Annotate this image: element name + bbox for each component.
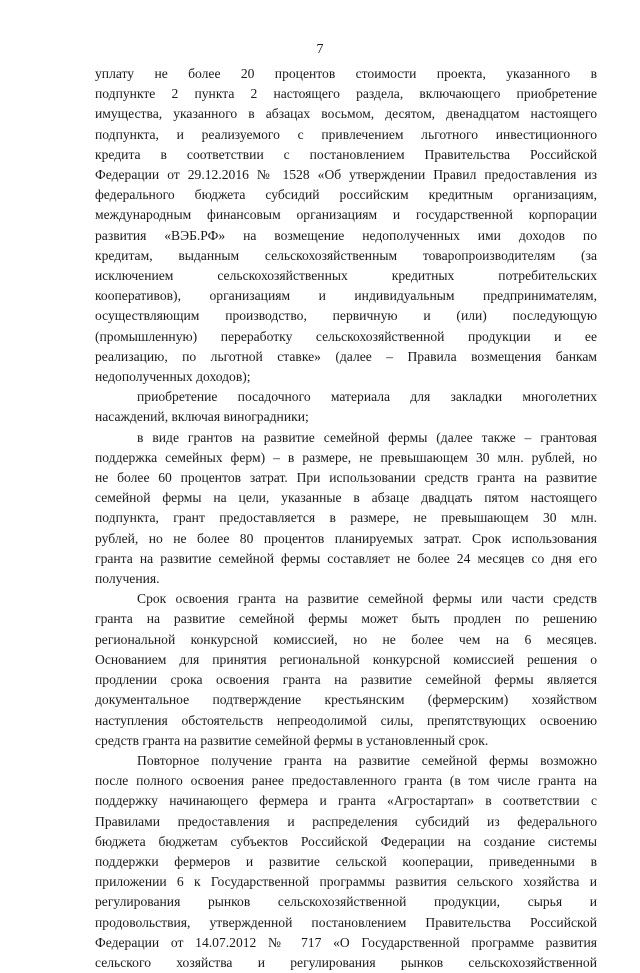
text-line: приобретение посадочного материала для закладки многолетних [137, 389, 597, 405]
text-line: гранта на развитие семейной фермы составляет не более 24 месяцев со дня его [95, 550, 597, 566]
paragraph [95, 589, 597, 751]
text-line: Правилами предоставления и распределения субсидий из федерального [95, 813, 597, 829]
paragraph [95, 428, 597, 590]
text-line: насаждений, включая виноградники; [95, 409, 309, 425]
text-line: после полного освоения ранее предоставленного гранта (в том числе гранта на [95, 773, 597, 789]
page-number: 7 [316, 42, 324, 57]
text-line: семейной фермы на цели, указанные в абзаце двадцать пятом настоящего [95, 490, 597, 506]
text-line: региональной конкурсной комиссией, но не более чем на 6 месяцев. [95, 631, 597, 647]
text-line: реализацию, по льготной ставке» (далее – Правила возмещения банкам [95, 348, 597, 364]
text-line: в виде грантов на развитие семейной фермы (далее также – грантовая [137, 429, 597, 445]
text-line: осуществляющим производство, первичную и (или) последующую [95, 308, 597, 324]
text-line: уплату не более 20 процентов стоимости проекта, указанного в [95, 66, 597, 81]
text-line: Федерации от 29.12.2016 № 1528 «Об утверждении Правил предоставления из [95, 167, 597, 183]
text-line: Основанием для принятия региональной конкурсной комиссией решения о [95, 651, 597, 667]
text-line: гранта на развитие семейной фермы может быть продлен по решению [95, 611, 597, 627]
text-line: подпункта, грант предоставляется в размере, не превышающем 30 млн. [95, 510, 597, 526]
text-line: кооперативов), организациям и индивидуальным предпринимателям, [95, 288, 597, 304]
text-line: развития «ВЭБ.РФ» на возмещение недополученных ими доходов по [95, 227, 597, 243]
paragraph [95, 751, 597, 973]
text-line: приложении 6 к Государственной программы развития сельского хозяйства и [95, 874, 597, 890]
text-line: международным финансовым организациям и государственной корпорации [95, 207, 597, 223]
text-line: продовольствия, утвержденной постановлением Правительства Российской [95, 914, 597, 930]
paragraph [95, 64, 597, 387]
text-line: поддержку начинающего фермера и гранта «Агростартап» в соответствии с [95, 793, 597, 809]
text-line: сельского хозяйства и регулирования рынков сельскохозяйственной [95, 954, 597, 970]
text-line: не более 60 процентов затрат. При использовании средств гранта на развитие [95, 470, 597, 486]
text-line: подпункта, и реализуемого с привлечением льготного инвестиционного [95, 126, 597, 142]
text-line: рублей, но не более 80 процентов планируемых затрат. Срок использования [95, 530, 597, 546]
text-line: Срок освоения гранта на развитие семейной фермы или части средств [137, 591, 597, 607]
text-line: недополученных доходов); [95, 369, 251, 385]
text-line: получения. [95, 571, 160, 587]
text-line: Федерации от 14.07.2012 № 717 «О Государственной программе развития [95, 934, 597, 950]
text-line: подпункте 2 пункта 2 настоящего раздела, включающего приобретение [95, 86, 597, 102]
text-line: (промышленную) переработку сельскохозяйственной продукции и ее [95, 328, 597, 344]
text-line: наступления обстоятельств непреодолимой силы, препятствующих освоению [95, 712, 597, 728]
text-line: исключением сельскохозяйственных кредитных потребительских [95, 268, 597, 284]
text-line: средств гранта на развитие семейной фермы в установленный срок. [95, 732, 489, 748]
text-line: кредита в соответствии с постановлением Правительства Российской [95, 146, 597, 162]
paragraph [95, 387, 597, 427]
text-line: имущества, указанного в абзацах восьмом, десятом, двенадцатом настоящего [95, 106, 597, 122]
text-line: Повторное получение гранта на развитие семейной фермы возможно [137, 752, 597, 768]
text-line: бюджета бюджетам субъектов Российской Федерации на создание системы [95, 833, 597, 849]
text-line: продлении срока освоения гранта на развитие семейной фермы является [95, 672, 597, 688]
text-line: поддержки фермеров и развитие сельской кооперации, приведенными в [95, 853, 597, 869]
text-line: кредитам, выданным сельскохозяйственным товаропроизводителям (за [95, 247, 597, 263]
text-line: поддержка семейных ферм) – в размере, не превышающем 30 млн. рублей, но [95, 449, 597, 465]
text-line: федерального бюджета субсидий российским кредитным организациям, [95, 187, 597, 203]
text-line: регулирования рынков сельскохозяйственной продукции, сырья и [95, 894, 597, 910]
text-line: документальное подтверждение крестьянским (фермерским) хозяйством [95, 692, 597, 708]
document-body [95, 64, 597, 973]
